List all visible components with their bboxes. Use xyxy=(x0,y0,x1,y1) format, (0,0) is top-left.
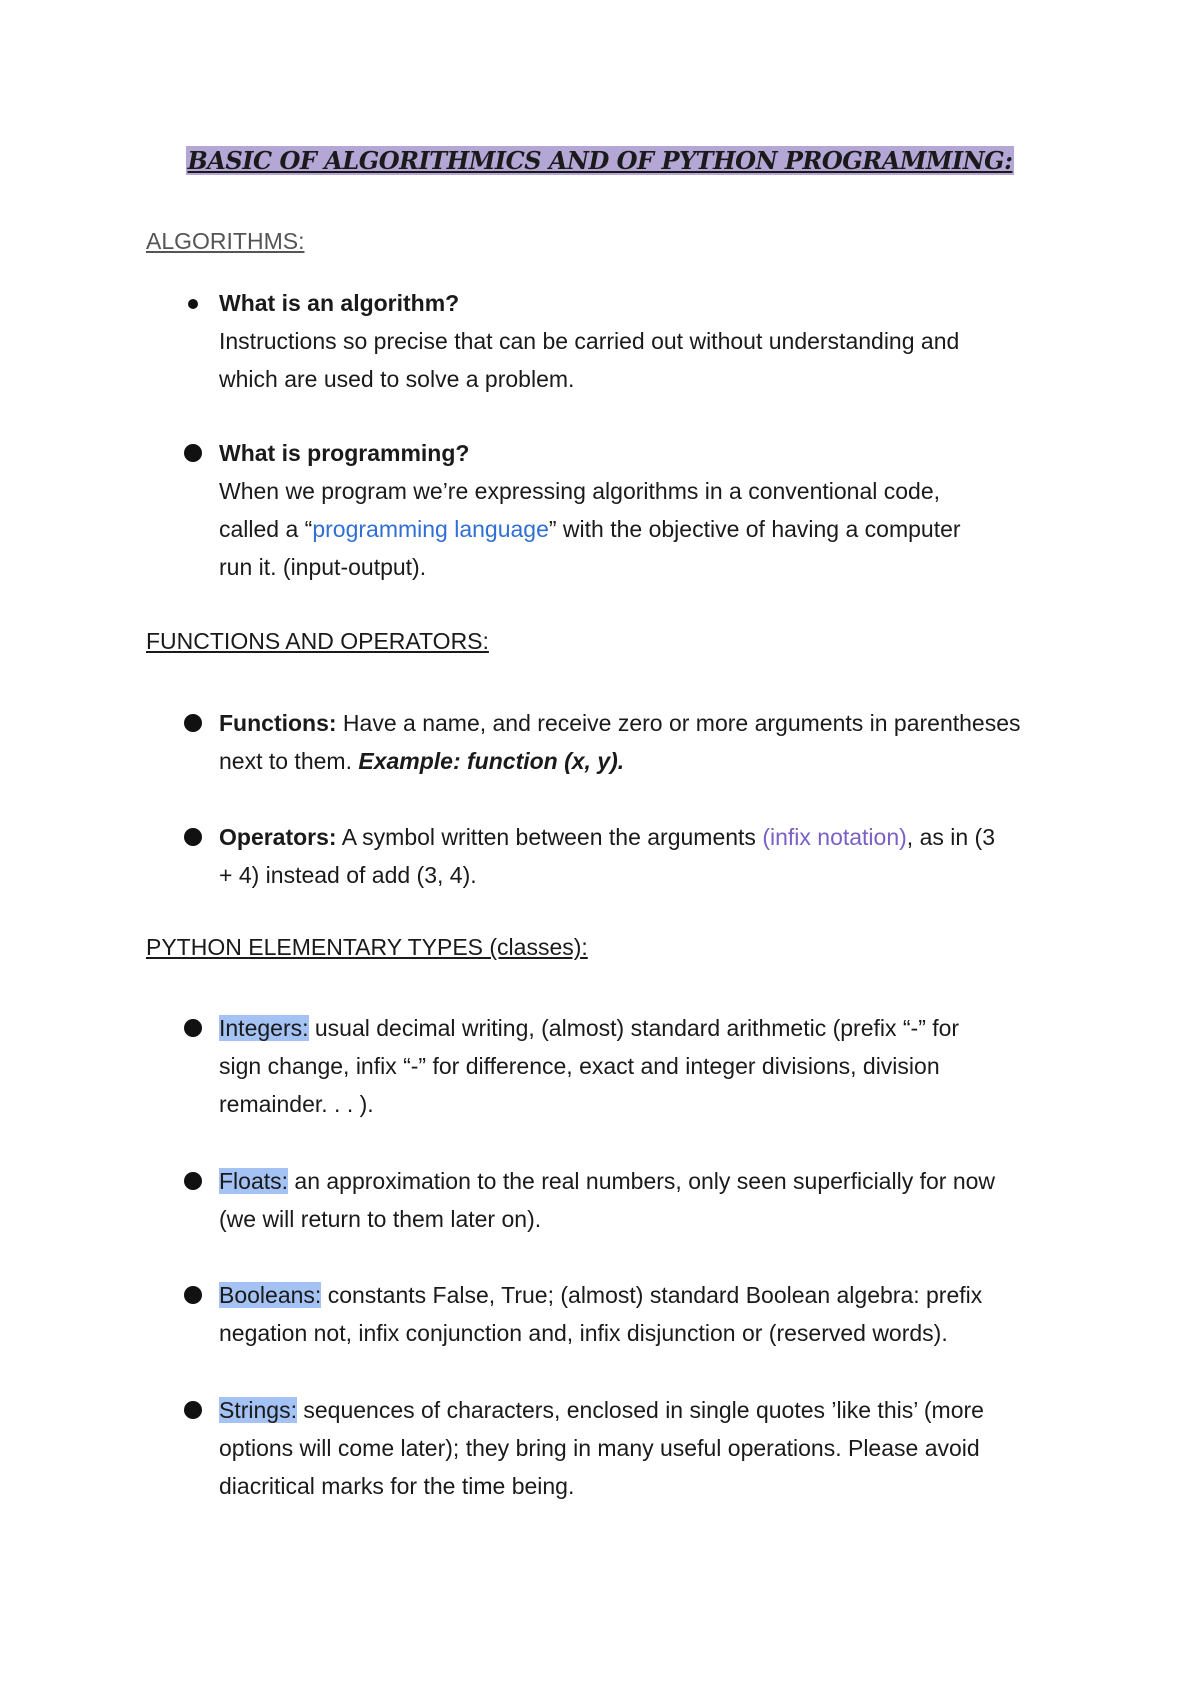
type-label-highlight: Floats: xyxy=(219,1168,289,1194)
item-text-line: diacritical marks for the time being. xyxy=(219,1473,575,1499)
example-text: Example: function (x, y). xyxy=(358,748,625,774)
infix-notation-note: (infix notation) xyxy=(762,824,907,850)
type-label-highlight: Booleans: xyxy=(219,1282,322,1308)
bullet-icon xyxy=(188,299,198,309)
item-label: What is programming? xyxy=(219,440,470,466)
section-heading-functions: FUNCTIONS AND OPERATORS: xyxy=(146,628,489,654)
programming-language-link: programming language xyxy=(312,516,549,542)
document-title: BASIC OF ALGORITHMICS AND OF PYTHON PROGRAMMING: xyxy=(187,146,1013,175)
item-text-line: run it. (input-output). xyxy=(219,554,427,580)
bullet-icon xyxy=(184,444,202,462)
item-text-line: + 4) instead of add (3, 4). xyxy=(219,862,477,888)
section-heading-types: PYTHON ELEMENTARY TYPES (classes): xyxy=(146,934,588,960)
type-label-highlight: Strings: xyxy=(219,1397,297,1423)
item-text-line: Strings: sequences of characters, enclosed in single quotes ’like this’ (more xyxy=(219,1397,984,1423)
item-text-line: remainder. . . ). xyxy=(219,1091,374,1117)
bullet-icon xyxy=(184,1401,202,1419)
item-text-line: which are used to solve a problem. xyxy=(219,366,575,392)
bullet-icon xyxy=(184,714,202,732)
type-label-highlight: Integers: xyxy=(219,1015,309,1041)
item-text-line: Floats: an approximation to the real numbers, only seen superficially for now xyxy=(219,1168,996,1194)
item-text-line: Integers: usual decimal writing, (almost) standard arithmetic (prefix “-” for xyxy=(219,1015,960,1041)
item-text-line: negation not, infix conjunction and, infix disjunction or (reserved words). xyxy=(219,1320,948,1346)
bullet-icon xyxy=(184,1286,202,1304)
item-text-line: sign change, infix “-” for difference, exact and integer divisions, division xyxy=(219,1053,940,1079)
bullet-icon xyxy=(184,1019,202,1037)
item-text-line: Instructions so precise that can be carried out without understanding and xyxy=(219,328,960,354)
item-text-line: (we will return to them later on). xyxy=(219,1206,542,1232)
item-label: What is an algorithm? xyxy=(219,290,460,316)
item-text-line: called a “programming language” with the objective of having a computer xyxy=(219,516,961,542)
item-text-line: Functions: Have a name, and receive zero or more arguments in parentheses xyxy=(219,710,1021,736)
bullet-icon xyxy=(184,1172,202,1190)
item-text-line: next to them. Example: function (x, y). xyxy=(219,748,625,774)
item-label: Operators: xyxy=(219,824,337,850)
item-text-line: Booleans: constants False, True; (almost) standard Boolean algebra: prefix xyxy=(219,1282,983,1308)
item-text-line: When we program we’re expressing algorithms in a conventional code, xyxy=(219,478,941,504)
item-label: Functions: xyxy=(219,710,337,736)
bullet-icon xyxy=(184,828,202,846)
item-text-line: options will come later); they bring in many useful operations. Please avoid xyxy=(219,1435,980,1461)
item-text-line: Operators: A symbol written between the arguments (infix notation), as in (3 xyxy=(219,824,996,850)
section-heading-algorithms: ALGORITHMS: xyxy=(146,228,305,254)
